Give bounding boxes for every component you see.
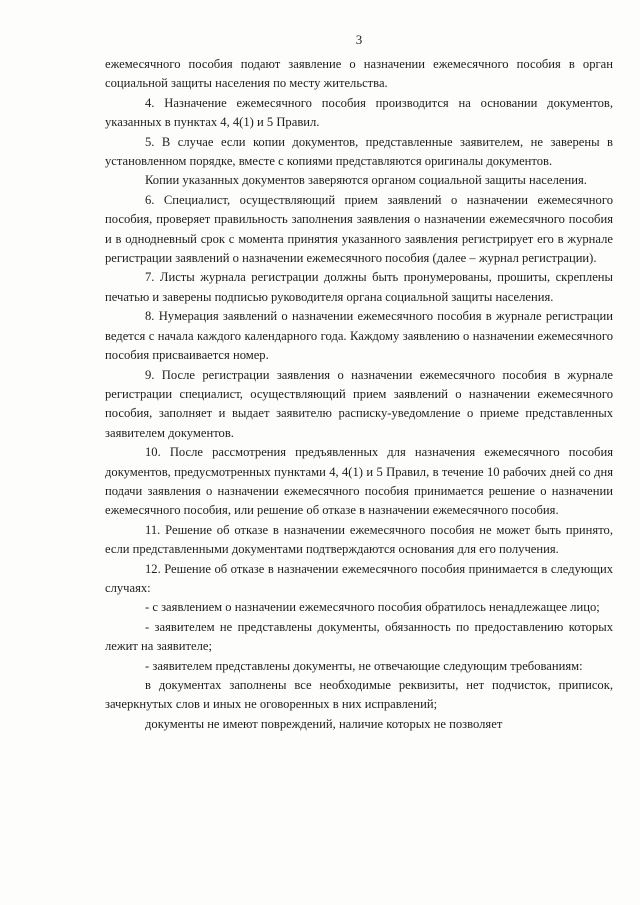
paragraph: Копии указанных документов заверяются органом социальной защиты населения. xyxy=(145,173,587,188)
paragraph: - заявителем не представлены документы, обязанность по предоставлению которых лежит на заявителе; xyxy=(105,619,613,654)
page-number: 3 xyxy=(355,32,363,47)
paragraph: 6. Специалист, осуществляющий прием заявлений о назначении ежемесячного пособия, проверяет правильность заполнения заявления о назначении ежемесячного пособия и в однодневный срок с момента принятия указанного заявления регистрирует его в журнале регистрации заявлений о назначении ежемесячного пособия (далее – журнал регистрации). xyxy=(105,192,613,266)
paragraph: 12. Решение об отказе в назначении ежемесячного пособия принимается в следующих случаях: xyxy=(105,561,613,595)
paragraph: в документах заполнены все необходимые реквизиты, нет подчисток, приписок, зачеркнутых слов и иных не оговоренных в них исправлений; xyxy=(105,678,613,712)
paragraph: 9. После регистрации заявления о назначении ежемесячного пособия в журнале регистрации специалист, осуществляющий прием заявлений о назначении ежемесячного пособия, заполняет и выдает заявителю расписку-уведомление о приеме представленных заявителем документов. xyxy=(105,367,613,440)
paragraph: 8. Нумерация заявлений о назначении ежемесячного пособия в журнале регистрации ведется с начала каждого календарного года. Каждому заявлению о назначении ежемесячного пособия присваивается номер. xyxy=(105,309,613,363)
paragraph: 4. Назначение ежемесячного пособия производится на основании документов, указанных в пунктах 4, 4(1) и 5 Правил. xyxy=(105,95,613,130)
paragraph: документы не имеют повреждений, наличие которых не позволяет xyxy=(145,716,503,731)
paragraph: 10. После рассмотрения предъявленных для назначения ежемесячного пособия документов, предусмотренных пунктами 4, 4(1) и 5 Правил, в течение 10 рабочих дней со дня подачи заявления о назначении ежемесячного пособия принимается решение о назначении ежемесячного пособия, или решение об отказе в назначении ежемесячного пособия. xyxy=(105,445,613,518)
paragraph: 5. В случае если копии документов, представленные заявителем, не заверены в установленном порядке, вместе с копиями представляются оригиналы документов. xyxy=(105,134,613,169)
paragraph: - с заявлением о назначении ежемесячного пособия обратилось ненадлежащее лицо; xyxy=(145,600,600,615)
paragraph: - заявителем представлены документы, не отвечающие следующим требованиям: xyxy=(145,658,583,673)
paragraph: 11. Решение об отказе в назначении ежемесячного пособия не может быть принято, если представленными документами подтверждаются основания для его получения. xyxy=(105,522,613,557)
document-body xyxy=(105,55,613,734)
paragraph: ежемесячного пособия подают заявление о назначении ежемесячного пособия в орган социальной защиты населения по месту жительства. xyxy=(105,57,613,91)
paragraph: 7. Листы журнала регистрации должны быть пронумерованы, прошиты, скреплены печатью и заверены подписью руководителя органа социальной защиты населения. xyxy=(105,270,613,304)
